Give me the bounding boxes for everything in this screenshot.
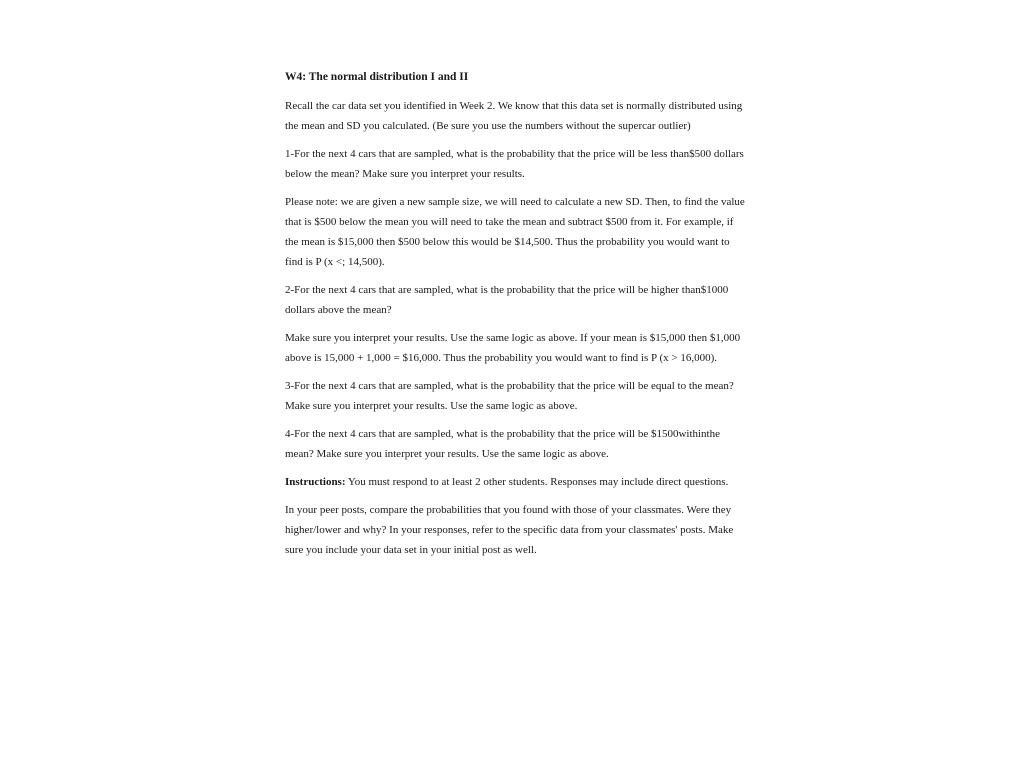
peer-posts-paragraph: In your peer posts, compare the probabilities that you found with those of your classmates. Were they higher/lower and why? In your responses, refer to the specific data from your classmates' posts. Make sure you include your data set in your initial post as well. [285, 504, 734, 556]
instructions-label: Instructions: [285, 476, 346, 488]
question-3-paragraph: 3-For the next 4 cars that are sampled, what is the probability that the price will be equal to the mean? Make sure you interpret your results. Use the same logic as above. [285, 380, 734, 412]
question-2-note-paragraph: Make sure you interpret your results. Use the same logic as above. If your mean is $15,000 then $1,000 above is 15,000 + 1,000 = $16,000. Thus the probability you would want to find is P (x > 16,000). [285, 332, 741, 364]
note-paragraph: Please note: we are given a new sample size, we will need to calculate a new SD. Then, to find the value that is $500 below the mean you will need to take the mean and subtract $500 from it. For example, if the mean is $15,000 then $500 below this would be $14,500. Thus the probability you would want to find is P (x <; 14,500). [285, 196, 745, 268]
document-page [285, 69, 745, 568]
instructions-text: You must respond to at least 2 other students. Responses may include direct questions. [345, 476, 729, 488]
question-2-paragraph: 2-For the next 4 cars that are sampled, what is the probability that the price will be higher than$1000 dollars above the mean? [285, 284, 729, 316]
question-1-paragraph: 1-For the next 4 cars that are sampled, what is the probability that the price will be less than$500 dollars below the mean? Make sure you interpret your results. [285, 148, 744, 180]
document-title: W4: The normal distribution I and II [285, 71, 469, 83]
intro-paragraph: Recall the car data set you identified in Week 2. We know that this data set is normally distributed using the mean and SD you calculated. (Be sure you use the numbers without the supercar outlier) [285, 100, 743, 132]
question-4-paragraph: 4-For the next 4 cars that are sampled, what is the probability that the price will be $1500withinthe mean? Make sure you interpret your results. Use the same logic as above. [285, 428, 720, 460]
instructions-paragraph [285, 472, 745, 492]
